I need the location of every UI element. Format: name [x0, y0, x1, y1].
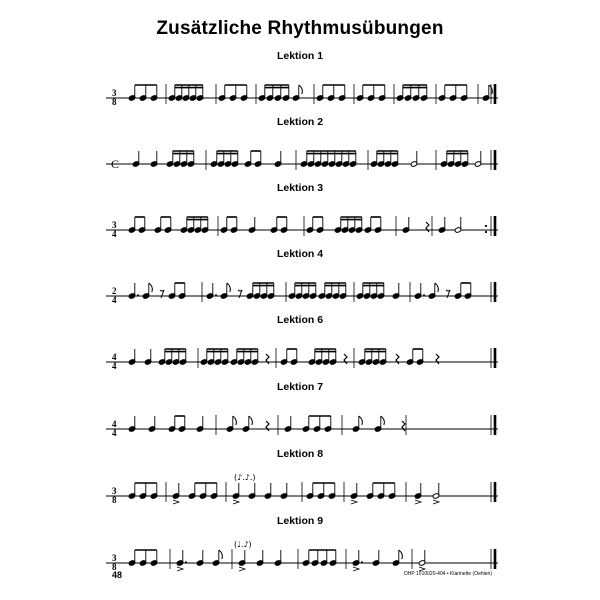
- quarter-rest: [266, 421, 269, 431]
- note-flag: [233, 416, 237, 425]
- quarter-rest: [426, 222, 429, 232]
- tempo-equivalence: (♩.♪): [234, 540, 252, 549]
- accent-mark: [239, 567, 245, 571]
- time-signature-top: 3: [112, 88, 117, 98]
- time-signature-top: 2: [112, 286, 117, 296]
- quarter-rest: [436, 354, 439, 364]
- time-signature-bottom: 4: [112, 295, 117, 305]
- footer-credit: DHP 1010020-404 • Klarinette (Oehlen): [404, 571, 492, 577]
- accent-mark: [233, 500, 239, 504]
- tempo-equivalence: (♪.♪.): [234, 473, 256, 482]
- common-time-symbol: C: [111, 157, 120, 171]
- note-flag: [435, 283, 439, 292]
- accent-mark: [353, 567, 359, 571]
- time-signature-bottom: 8: [112, 97, 117, 107]
- quarter-rest: [402, 421, 405, 431]
- eighth-rest: [238, 290, 242, 298]
- note-flag: [399, 550, 403, 559]
- lesson-title: Lektion 2: [276, 116, 324, 128]
- time-signature-bottom: 4: [112, 361, 117, 371]
- note-flag: [359, 416, 363, 425]
- eighth-rest: [160, 290, 164, 298]
- time-signature-bottom: 4: [112, 428, 117, 438]
- note-dot: [423, 294, 425, 296]
- accent-mark: [177, 567, 183, 571]
- note-dot: [215, 294, 217, 296]
- note-dot: [361, 561, 363, 563]
- page-number: 48: [112, 570, 123, 580]
- time-signature-top: 3: [112, 220, 117, 230]
- quarter-rest: [396, 354, 399, 364]
- accent-mark: [173, 500, 179, 504]
- note-dot: [185, 561, 187, 563]
- time-signature-top: 3: [112, 553, 117, 563]
- rhythm-staff: [106, 78, 498, 110]
- lesson-title: Lektion 7: [276, 381, 324, 393]
- rhythm-staff: [106, 473, 498, 508]
- note-flag: [299, 85, 303, 94]
- time-signature-top: 3: [112, 486, 117, 496]
- note-flag: [149, 283, 153, 292]
- time-signature-bottom: 4: [112, 229, 117, 239]
- accent-mark: [415, 500, 421, 504]
- time-signature-top: 4: [112, 352, 117, 362]
- lesson-title: Lektion 3: [276, 182, 324, 194]
- note-flag: [219, 550, 223, 559]
- time-signature-bottom: 8: [112, 562, 117, 572]
- repeat-dot: [485, 225, 487, 227]
- lesson-title: Lektion 9: [276, 515, 324, 527]
- quarter-rest: [266, 354, 269, 364]
- note-flag: [249, 416, 253, 425]
- time-signature-top: 4: [112, 419, 117, 429]
- rhythm-staff: [106, 210, 498, 242]
- lesson-title: Lektion 8: [276, 448, 324, 460]
- note-flag: [381, 416, 385, 425]
- repeat-dot: [485, 231, 487, 233]
- time-signature-bottom: 8: [112, 495, 117, 505]
- lesson-title: Lektion 4: [276, 248, 324, 260]
- quarter-rest: [344, 354, 347, 364]
- eighth-rest: [446, 290, 450, 298]
- rhythm-staff: [106, 342, 498, 374]
- note-flag: [227, 283, 231, 292]
- rhythm-staff: [106, 144, 498, 176]
- note-flag: [489, 85, 493, 94]
- accent-mark: [351, 500, 357, 504]
- rhythm-staff: [106, 276, 498, 308]
- note-dot: [137, 294, 139, 296]
- page-title: Zusätzliche Rhythmusübungen: [156, 18, 444, 39]
- lesson-title: Lektion 1: [276, 50, 324, 62]
- rhythm-staff: [106, 409, 498, 441]
- accent-mark: [433, 500, 439, 504]
- lesson-title: Lektion 6: [276, 314, 324, 326]
